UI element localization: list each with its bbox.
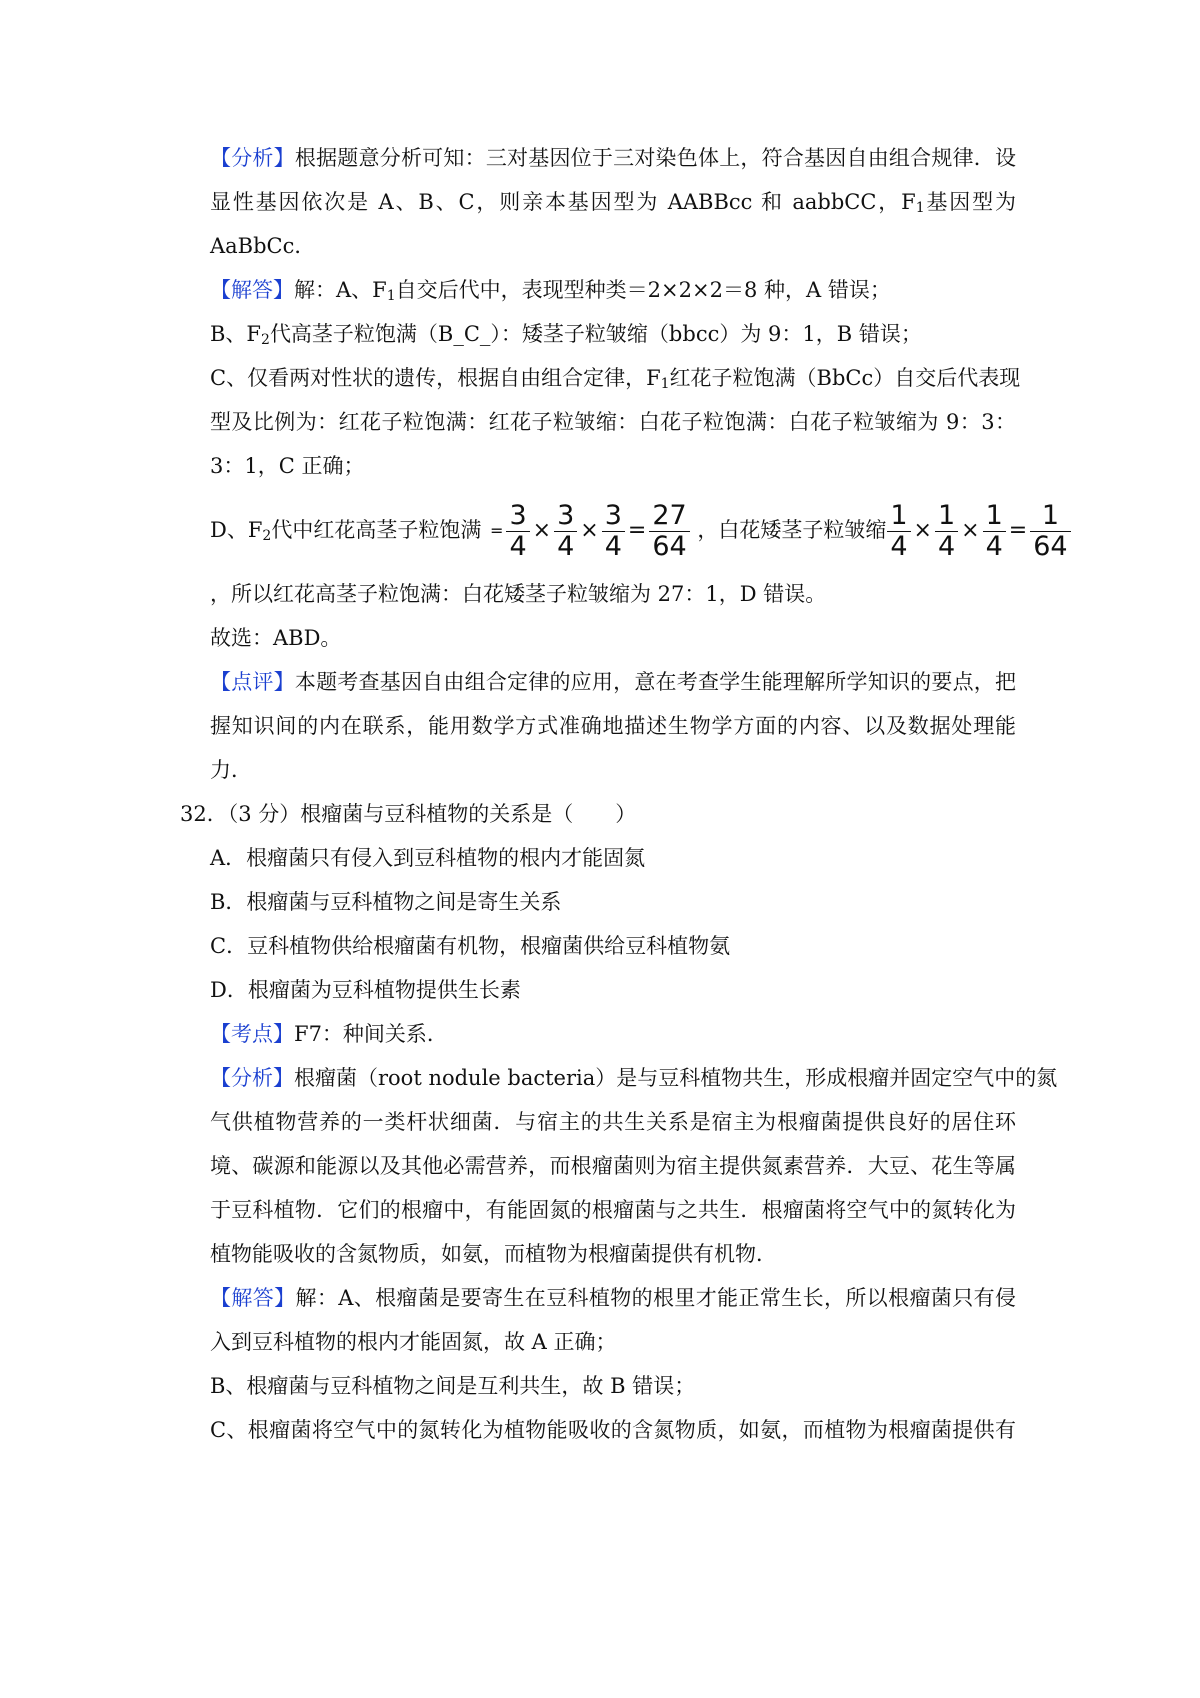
q32-analysis-line-2: 气供植物营养的一类杆状细菌．与宿主的共生关系是宿主为根瘤菌提供良好的居住环 [210,1110,1016,1134]
option-b: B．根瘤菌与豆科植物之间是寄生关系 [210,890,562,914]
point-tag: 【考点】 [210,1022,294,1046]
fraction: $\frac{1}{4}$ [887,501,910,562]
q32-answer-line-4: C、根瘤菌将空气中的氮转化为植物能吸收的含氮物质，如氨，而植物为根瘤菌提供有 [210,1418,1016,1442]
analysis-tag: 【分析】 [210,1066,294,1090]
comment-tag: 【点评】 [210,670,295,694]
formula-white-short-wrinkled: $\frac{1}{4}$ × $\frac{1}{4}$ × $\frac{1}{4}$ = $\frac{1}{64}$ [886,518,1071,542]
analysis-line-2: 显性基因依次是 A、B、C，则亲本基因型为 AABBcc 和 aabbCC，$F_1$基因型为 [210,190,1017,216]
option-c: C．豆科植物供给根瘤菌有机物，根瘤菌供给豆科植物氨 [210,934,731,958]
answer-line-8: 故选：ABD。 [210,626,342,650]
fraction: $\frac{1}{64}$ [1030,501,1070,562]
q32-answer-line-1: 【解答】解：A、根瘤菌是要寄生在豆科植物的根里才能正常生长，所以根瘤菌只有侵 [210,1286,1016,1310]
answer-line-4: 型及比例为：红花子粒饱满：红花子粒皱缩：白花子粒饱满：白花子粒皱缩为 9：3： [210,410,1016,434]
comment-line-1: 【点评】本题考查基因自由组合定律的应用，意在考查学生能理解所学知识的要点，把 [210,670,1017,694]
answer-formula-line: D、$F_2$代中红花高茎子粒饱满 = $\frac{3}{4}$ × $\frac{3}{4}$ × $\frac{3}{4}$ = $\frac{27}{64}$ ，白花矮茎子粒皱缩 $\frac{1}{4}$ × $\frac{1}{4}$ × $\frac{1}{4}$ = $\frac{1}{64}$ [210,498,1072,562]
answer-tag: 【解答】 [210,1286,296,1310]
point-line: 【考点】F7：种间关系． [210,1022,448,1046]
comment-line-2: 握知识间的内在联系，能用数学方式准确地描述生物学方面的内容、以及数据处理能 [210,714,1016,738]
answer-line-2: B、$F_2$代高茎子粒饱满（B_C_）：矮茎子粒皱缩（bbcc）为 9：1，B 错误； [210,322,922,348]
fraction: $\frac{3}{4}$ [506,501,529,562]
fraction: $\frac{1}{4}$ [983,501,1006,562]
analysis-line-1: 【分析】根据题意分析可知：三对基因位于三对染色体上，符合基因自由组合规律．设 [210,146,1017,170]
answer-line-7: ，所以红花高茎子粒饱满：白花矮茎子粒皱缩为 27：1，D 错误。 [210,582,827,606]
option-d: D．根瘤菌为豆科植物提供生长素 [210,978,521,1002]
answer-line-5: 3：1，C 正确； [210,454,365,478]
fraction: $\frac{3}{4}$ [602,501,625,562]
answer-tag: 【解答】 [210,278,294,302]
q32-answer-line-3: B、根瘤菌与豆科植物之间是互利共生，故 B 错误； [210,1374,696,1398]
answer-line-1: 【解答】解：A、$F_1$自交后代中，表现型种类＝2×2×2＝8 种，A 错误； [210,278,891,304]
q32-analysis-line-1: 【分析】根瘤菌（root nodule bacteria）是与豆科植物共生，形成根瘤并固定空气中的氮 [210,1066,1058,1090]
formula-red-tall-full: = $\frac{3}{4}$ × $\frac{3}{4}$ × $\frac{3}{4}$ = $\frac{27}{64}$ [488,518,697,542]
fraction: $\frac{3}{4}$ [554,501,577,562]
q32-answer-line-2: 入到豆科植物的根内才能固氮，故 A 正确； [210,1330,617,1354]
q32-analysis-line-4: 于豆科植物．它们的根瘤中，有能固氮的根瘤菌与之共生．根瘤菌将空气中的氮转化为 [210,1198,1016,1222]
question-32-stem: 32．（3 分）根瘤菌与豆科植物的关系是（ ） [180,802,637,826]
answer-line-3: C、仅看两对性状的遗传，根据自由组合定律，$F_1$红花子粒饱满（BbCc）自交后代表现 [210,366,1021,392]
comment-line-3: 力． [210,758,252,782]
option-a: A．根瘤菌只有侵入到豆科植物的根内才能固氮 [210,846,646,870]
analysis-line-3: AaBbCc． [210,234,316,258]
q32-analysis-line-5: 植物能吸收的含氮物质，如氨，而植物为根瘤菌提供有机物． [210,1242,777,1266]
fraction: $\frac{27}{64}$ [649,501,689,562]
q32-analysis-line-3: 境、碳源和能源以及其他必需营养，而根瘤菌则为宿主提供氮素营养．大豆、花生等属 [210,1154,1016,1178]
analysis-tag: 【分析】 [210,146,295,170]
fraction: $\frac{1}{4}$ [935,501,958,562]
